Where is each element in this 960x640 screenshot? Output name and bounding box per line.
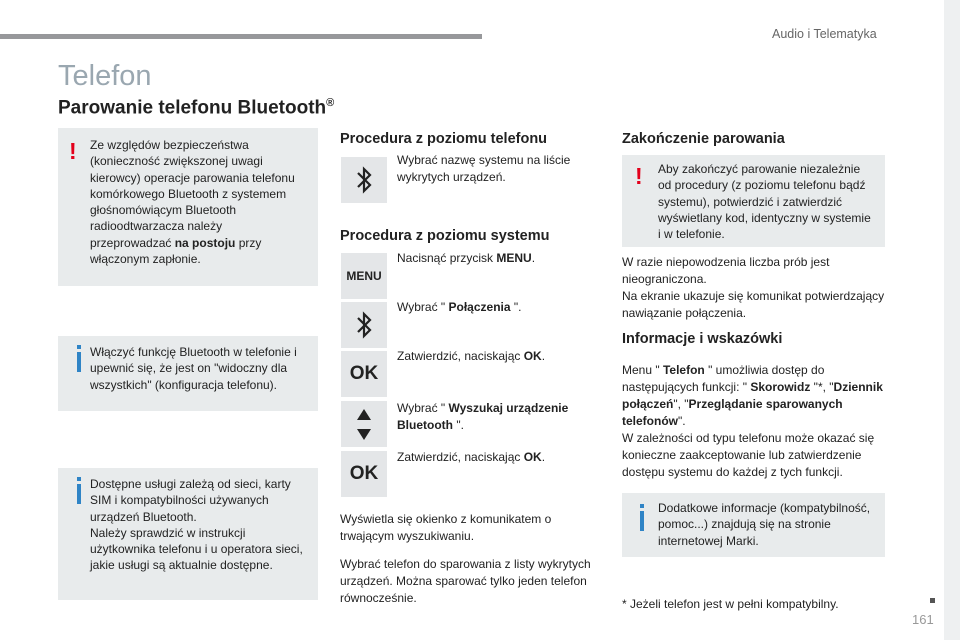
- page-number: 161: [912, 612, 934, 627]
- footnote: * Jeżeli telefon jest w pełni kompatybilny.: [622, 597, 839, 611]
- safety-warning-box: [58, 128, 318, 286]
- ok-button-icon: OK: [341, 351, 387, 397]
- system-step-2: Wybrać " Połączenia ".: [397, 300, 522, 314]
- header-title: Audio i Telematyka: [772, 27, 877, 41]
- additional-info-text: Dodatkowe informacje (kompatybilność, pomoc...) znajdują się na stronie internetowej Marki.: [658, 501, 871, 548]
- system-step-5: Zatwierdzić, naciskając OK.: [397, 450, 546, 464]
- bluetooth-icon: [341, 302, 387, 348]
- phone-procedure-heading: Procedura z poziomu telefonu: [340, 131, 548, 147]
- info-icon: [640, 511, 644, 531]
- phone-menu-info-text: Menu " Telefon " umożliwia dostęp do następujących funkcji: " Skorowidz "*, "Dziennik połączeń", "Przeglądanie sparowanych telefonów". W zależności od typu telefonu może okazać się konieczne zaakceptowanie lub zatwierdzenie dostępu systemu do każdej z tych funkcji.: [622, 363, 883, 479]
- system-procedure-heading: Procedura z poziomu systemu: [340, 228, 550, 244]
- bluetooth-icon: [341, 157, 387, 203]
- header-bar: [0, 34, 482, 39]
- page-edge-strip: [944, 0, 960, 640]
- up-down-arrows-icon: [341, 401, 387, 447]
- end-pairing-warning-text: Aby zakończyć parowanie niezależnie od procedury (z poziomu telefonu bądź systemu), potwierdzić i zatwierdzić wyświetlany kod, identyczny w systemie i w telefonie.: [658, 162, 871, 242]
- system-step-1: Nacisnąć przycisk MENU.: [397, 251, 536, 265]
- page-title: Telefon: [58, 60, 152, 92]
- system-step-3: Zatwierdzić, naciskając OK.: [397, 349, 546, 363]
- end-pairing-heading: Zakończenie parowania: [622, 131, 785, 147]
- warning-icon: !: [69, 138, 77, 164]
- info-box-services: [58, 468, 318, 600]
- additional-info-box: [622, 493, 885, 557]
- end-pairing-warning-box: [622, 155, 885, 247]
- select-phone-text: Wybrać telefon do sparowania z listy wykrytych urządzeń. Można sparować tylko jeden telefon równocześnie.: [340, 557, 591, 605]
- info-icon: [77, 352, 81, 372]
- phone-step-text: Wybrać nazwę systemu na liście wykrytych urządzeń.: [397, 153, 571, 184]
- info-text-services: Dostępne usługi zależą od sieci, karty SIM i kompatybilności używanych urządzeń Bluetooth. Należy sprawdzić w instrukcji użytkownika telefonu i u operatora sieci, jakie usługi są aktualnie dostępne.: [90, 477, 303, 573]
- search-message-text: Wyświetla się okienko z komunikatem o trwającym wyszukiwaniu.: [340, 512, 552, 543]
- section-title: Parowanie telefonu Bluetooth®: [58, 97, 335, 119]
- info-text-bluetooth: Włączyć funkcję Bluetooth w telefonie i upewnić się, że jest on "widoczny dla wszystkich" (konfiguracja telefonu).: [90, 345, 297, 392]
- ok-button-icon: OK: [341, 451, 387, 497]
- warning-icon: !: [635, 163, 643, 189]
- system-step-4: Wybrać " Wyszukaj urządzenie Bluetooth ".: [397, 401, 569, 432]
- info-icon: [77, 484, 81, 504]
- attempts-text: W razie niepowodzenia liczba prób jest nieograniczona. Na ekranie ukazuje się komunikat potwierdzający nawiązanie połączenia.: [622, 255, 885, 320]
- page-marker: [930, 598, 935, 603]
- menu-button-icon: MENU: [341, 253, 387, 299]
- info-box-bluetooth: [58, 336, 318, 411]
- safety-warning-text: Ze względów bezpieczeństwa (konieczność zwiększonej uwagi kierowcy) operacje parowania telefonu komórkowego Bluetooth z systemem głośnomówiącym Bluetooth radioodtwarzacza należy przeprowadzać na postoju przy włączonym zapłonie.: [90, 138, 295, 267]
- info-tips-heading: Informacje i wskazówki: [622, 331, 783, 347]
